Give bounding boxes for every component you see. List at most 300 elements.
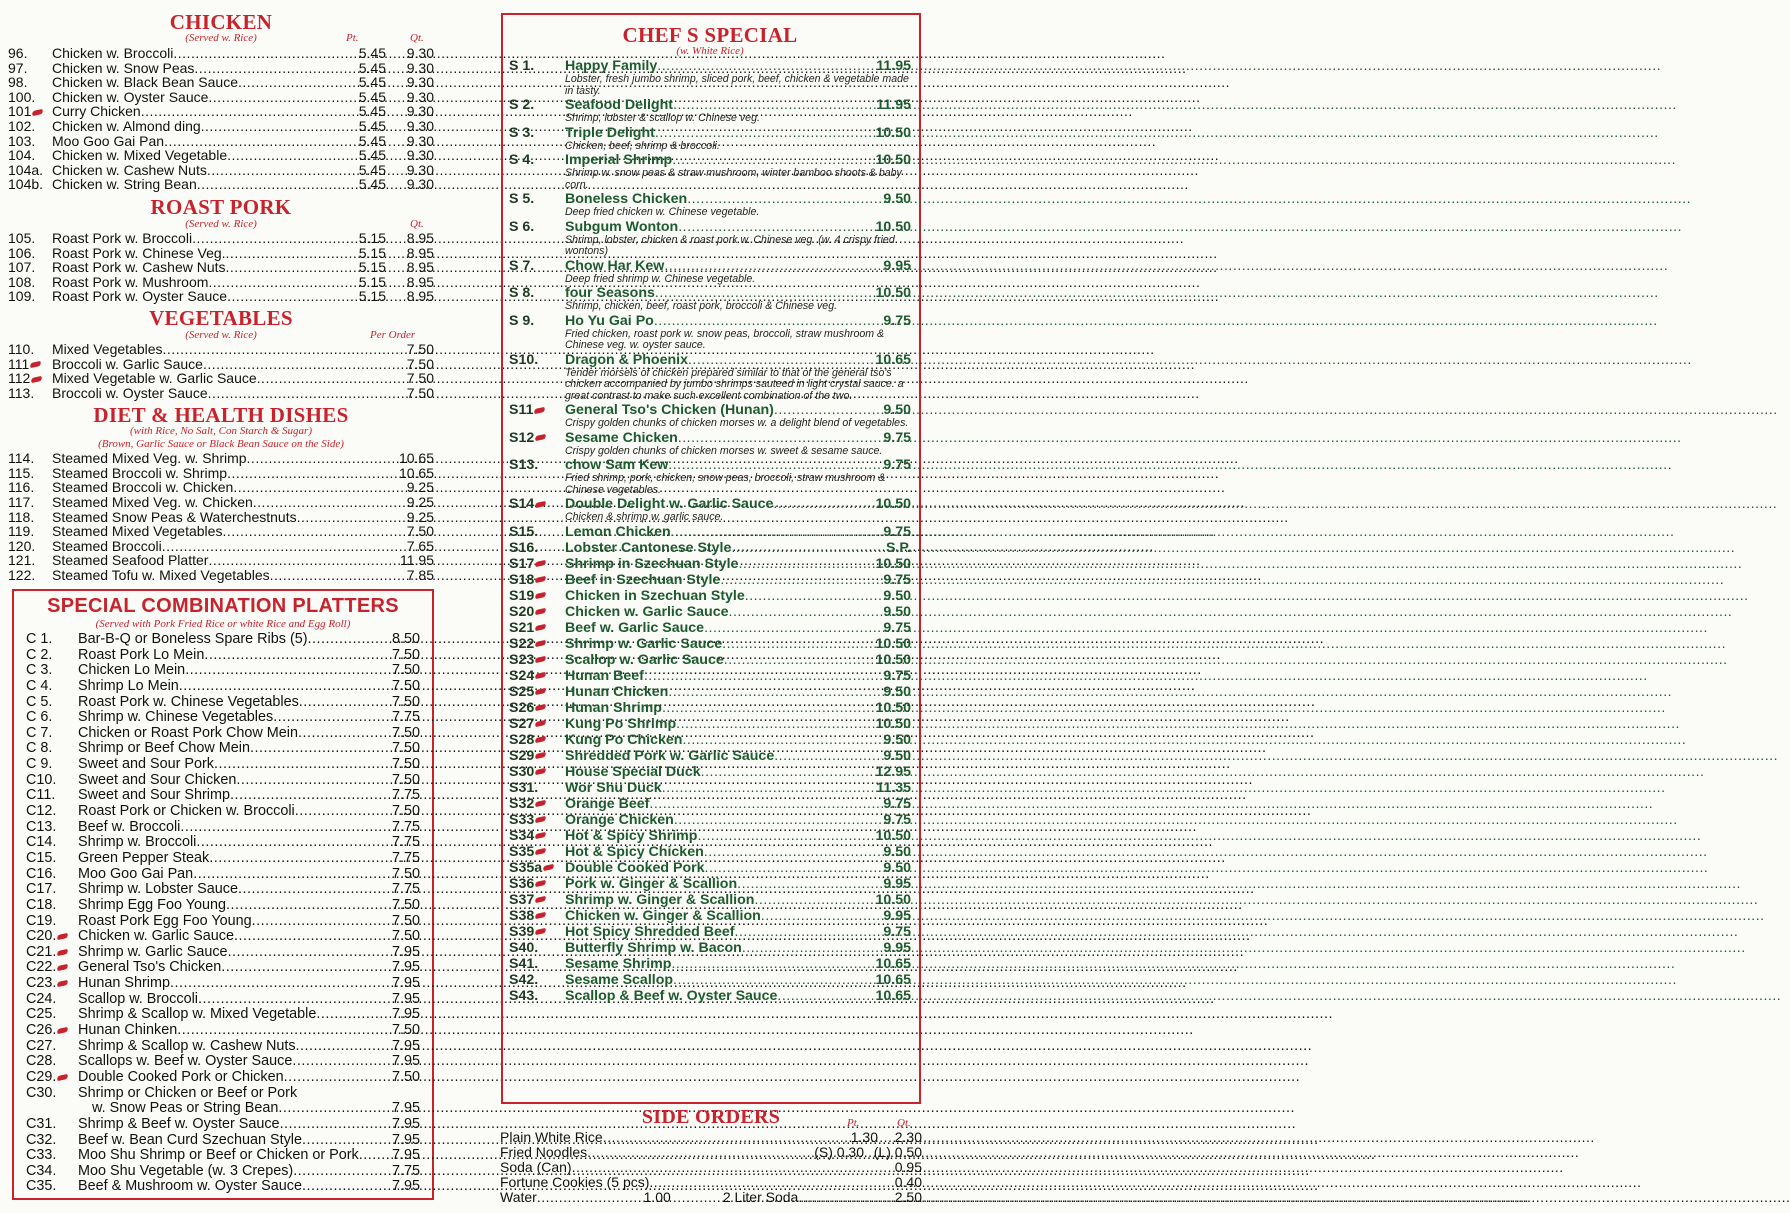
menu-item [26, 1070, 420, 1086]
item-description: Deep fried chicken w. Chinese vegetable. [565, 206, 760, 218]
item-number: C 8. [26, 740, 53, 757]
menu-item [26, 1117, 420, 1133]
item-name: Roast Pork w. Mushroom [52, 273, 209, 290]
item-price: 7.50 [391, 1068, 420, 1085]
pork-title: ROAST PORK [150, 194, 292, 219]
hot-pepper-icon [535, 640, 547, 647]
item-number: 97. [8, 59, 28, 76]
item-price: 10.50 [875, 891, 911, 908]
item-price: 10.50 [875, 699, 911, 716]
item-number: S11 [509, 402, 565, 418]
item-name: Broccoli w. Garlic Sauce [52, 355, 203, 372]
item-price: 7.65 [406, 537, 434, 554]
item-name: Chicken w. Almond ding [52, 117, 201, 134]
item-number: 114. [8, 450, 35, 467]
item-price: 7.75 [391, 1162, 420, 1179]
item-name: Subgum Wonton [565, 218, 679, 235]
side-pt-header: Pt. [847, 1117, 860, 1129]
item-number: 104a. [8, 161, 44, 178]
item-price: 10.50 [875, 285, 911, 301]
item-number: 102. [8, 117, 36, 134]
item-price: 10.50 [875, 555, 911, 572]
item-price: 7.50 [391, 896, 420, 913]
menu-item [8, 357, 434, 372]
item-price: 7.95 [391, 1115, 420, 1132]
item-number: S27 [509, 716, 565, 732]
chef-item [509, 219, 911, 235]
item-price: 10.65 [398, 450, 434, 467]
item-name: Hot & Spicy Chicken [565, 843, 704, 860]
item-number: S25 [509, 684, 565, 700]
item-name: Roast Pork Egg Foo Young [78, 912, 252, 929]
menu-item [26, 929, 420, 945]
item-price: 9.75 [883, 795, 911, 812]
item-name: Broccoli w. Oyster Sauce [52, 384, 208, 401]
hot-pepper-icon [535, 752, 547, 759]
item-number: S21 [509, 620, 565, 636]
side-orders [500, 1106, 922, 1205]
item-name: Scallop w. Broccoli [78, 990, 198, 1007]
item-name: Moo Goo Gai Pan [52, 132, 165, 149]
item-price: 7.50 [406, 384, 434, 401]
menu-item [26, 804, 420, 820]
item-name: Steamed Broccoli [52, 537, 162, 554]
veg-served: (Served w. Rice) [185, 328, 257, 341]
veg-title: VEGETABLES [149, 305, 293, 330]
chef-item [509, 700, 911, 716]
item-name: Double Delight w. Garlic Sauce [565, 496, 774, 512]
item-number: S31. [509, 779, 539, 796]
item-number: C 1. [26, 631, 53, 647]
chef-item [509, 988, 911, 1004]
item-number: 113. [8, 384, 35, 401]
item-name: Hot & Spicy Shrimp [565, 827, 698, 844]
chef-item [509, 892, 911, 908]
item-price-qt: 9.30 [406, 161, 434, 178]
item-price: 7.75 [391, 787, 420, 804]
item-price-qt: 9.30 [406, 74, 434, 91]
item-number: S17 [509, 556, 565, 572]
item-number: 103. [8, 132, 36, 149]
item-price: 9.50 [883, 191, 911, 207]
item-price: 9.75 [883, 619, 911, 636]
item-number: C34. [26, 1162, 57, 1179]
hot-pepper-icon [535, 848, 547, 855]
item-number: S 5. [509, 191, 535, 207]
item-name: Chicken w. Garlic Sauce [565, 603, 729, 620]
menu-item [26, 882, 420, 898]
chicken-title: CHICKEN [169, 10, 273, 34]
menu-item [26, 648, 420, 664]
menu-item [8, 466, 434, 481]
item-price: 7.95 [391, 1131, 420, 1148]
item-price: 10.50 [875, 635, 911, 652]
menu-item [8, 524, 434, 539]
item-price: 9.50 [883, 587, 911, 604]
item-name: Shrimp & Scallop w. Cashew Nuts [78, 1037, 296, 1054]
item-price: 9.75 [883, 667, 911, 684]
menu-item [8, 61, 434, 76]
menu-item [8, 177, 434, 192]
item-price: 7.95 [391, 943, 420, 960]
item-name: Beef in Szechuan Style [565, 571, 721, 588]
item-price-pt: 5.45 [358, 88, 386, 105]
menu-item [26, 1039, 420, 1055]
item-number: S 6. [509, 218, 535, 235]
item-number: 121. [8, 552, 36, 569]
item-name: Hunan Chicken [565, 683, 669, 700]
item-number: S 3. [509, 124, 535, 141]
item-price-qt: 8.95 [406, 244, 434, 261]
item-number: C20. [26, 929, 78, 945]
menu-item [8, 480, 434, 495]
hot-pepper-icon [535, 896, 547, 903]
item-price: 7.95 [391, 1178, 420, 1195]
item-number: S 8. [509, 285, 535, 301]
chicken-served: (Served w. Rice) [185, 32, 257, 44]
item-name: Lemon Chicken [565, 523, 671, 540]
menu-item-cont [26, 1101, 420, 1117]
item-number: S10. [509, 351, 539, 368]
item-price: 12.95 [875, 763, 911, 780]
item-name: General Tso's Chicken [78, 959, 222, 976]
diet-list [8, 451, 434, 582]
item-price: 9.95 [883, 257, 911, 274]
menu-item [26, 679, 420, 695]
item-price-qt: 8.95 [406, 273, 434, 290]
item-number: C10. [26, 771, 57, 788]
chef-item [509, 972, 911, 988]
menu-item [8, 510, 434, 525]
item-price: 7.75 [391, 834, 420, 851]
item-name: Beef w. Garlic Sauce [565, 619, 705, 636]
item-price: 9.95 [883, 875, 911, 892]
chicken-list [8, 46, 434, 192]
item-description: Chicken, beef, shrimp & broccoli. [565, 139, 720, 152]
menu-item [26, 741, 420, 757]
item-number: C14. [26, 834, 57, 851]
item-number: C25. [26, 1006, 57, 1023]
item-price-qt: 9.30 [406, 59, 434, 76]
item-price: 9.50 [883, 603, 911, 620]
hot-pepper-icon [535, 608, 547, 615]
menu-item [26, 835, 420, 851]
item-number: S 7. [509, 257, 535, 274]
item-name: Steamed Mixed Veg. w. Shrimp [52, 450, 247, 467]
menu-item [8, 148, 434, 163]
chef-item [509, 352, 911, 368]
item-price: 9.50 [883, 683, 911, 700]
chef-item [509, 636, 911, 652]
item-name: Hunan Chinken [78, 1022, 178, 1039]
item-price: 7.95 [391, 1147, 420, 1164]
item-price: 10.50 [875, 715, 911, 732]
item-price-qt: 9.30 [406, 88, 434, 105]
item-name: Shrimp w. Broccoli [78, 834, 197, 851]
item-price: 10.65 [875, 351, 911, 368]
item-number: S35 [509, 844, 565, 860]
item-name: Steamed Tofu w. Mixed Vegetables [52, 567, 270, 584]
item-price: 9.50 [883, 843, 911, 860]
item-price: 10.50 [875, 827, 911, 844]
item-number: S35a [509, 860, 565, 876]
item-price: 9.75 [883, 923, 911, 940]
item-name: Shrimp or Chicken or Beef or Pork [78, 1084, 298, 1101]
side-item-cookies: Fortune Cookies (5 pcs) ..... 0.40 [500, 1175, 922, 1190]
menu-item [8, 119, 434, 134]
item-number: 105. [8, 229, 36, 246]
item-price: 7.75 [391, 709, 420, 726]
hot-pepper-icon [535, 736, 547, 743]
item-name: Shredded Pork w. Garlic Sauce [565, 747, 775, 764]
item-name: Scallop w. Garlic Sauce [565, 651, 724, 668]
menu-item [8, 104, 434, 119]
chef-item [509, 58, 911, 74]
item-number: C 4. [26, 677, 53, 694]
item-price: 9.50 [883, 402, 911, 418]
item-number: 111 [8, 357, 52, 372]
item-name: General Tso's Chicken (Hunan) [565, 402, 774, 418]
menu-item [8, 495, 434, 510]
item-name: Bar-B-Q or Boneless Spare Ribs (5) [78, 631, 308, 647]
item-price: 7.95 [391, 959, 420, 976]
menu-item [26, 1023, 420, 1039]
item-price-qt: 9.30 [406, 176, 434, 193]
item-number: 106. [8, 244, 36, 261]
menu-item [26, 788, 420, 804]
item-name: Sweet and Sour Shrimp [78, 787, 230, 804]
item-name: Shrimp Lo Mein [78, 677, 179, 694]
item-price-qt: 8.95 [406, 229, 434, 246]
menu-item [26, 1164, 420, 1180]
hot-pepper-icon [535, 912, 547, 919]
item-number: S38 [509, 908, 565, 924]
chef-item [509, 258, 911, 274]
chef-item [509, 844, 911, 860]
menu-item [26, 773, 420, 789]
item-description: Crispy golden chunks of chicken morses w. a delight blend of vegetables. [565, 417, 909, 429]
chef-item [509, 457, 911, 473]
pork-list [8, 231, 434, 304]
item-number: C11. [26, 787, 56, 804]
item-name: Shrimp & Beef w. Oyster Sauce [78, 1115, 280, 1132]
item-number: S15. [509, 523, 539, 540]
item-price: 7.50 [391, 740, 420, 757]
menu-item [8, 568, 434, 583]
item-price: 9.75 [883, 457, 911, 473]
menu-item [26, 945, 420, 961]
pork-served: (Served w. Rice) [185, 217, 257, 230]
item-number: S 4. [509, 152, 535, 168]
menu-item [26, 976, 420, 992]
item-name: Chicken w. Oyster Sauce [52, 88, 209, 105]
item-price: 7.95 [391, 990, 420, 1007]
item-price-qt: 9.30 [406, 117, 434, 134]
side-qt-header: Qt. [897, 1117, 911, 1129]
item-name: Hunan Shrimp [565, 699, 662, 716]
item-name: Chicken in Szechuan Style [565, 587, 745, 604]
item-number: 115. [8, 464, 35, 481]
item-name: Chicken w. Snow Peas [52, 59, 195, 76]
item-number: C26. [26, 1023, 78, 1039]
menu-item [8, 553, 434, 568]
item-number: C24. [26, 990, 57, 1007]
chef-item [509, 684, 911, 700]
item-number: C 7. [26, 724, 53, 741]
item-name: Chicken w. String Bean [52, 176, 197, 193]
menu-item [8, 75, 434, 90]
item-price: 9.50 [883, 859, 911, 876]
menu-item [26, 632, 420, 648]
item-name: Hot Spicy Shredded Beef [565, 923, 735, 940]
item-name: Moo Shu Vegetable (w. 3 Crepes) [78, 1162, 294, 1179]
item-price-pt: 5.45 [358, 45, 386, 61]
item-number: S14 [509, 496, 565, 512]
item-number: S 9. [509, 312, 535, 329]
item-name: Shrimp or Beef Chow Mein [78, 740, 250, 757]
hot-pepper-icon [32, 109, 44, 116]
item-name-2: w. Snow Peas or String Bean [92, 1100, 279, 1117]
menu-item [26, 1007, 420, 1023]
item-price: 7.50 [406, 340, 434, 357]
chef-item [509, 716, 911, 732]
hot-pepper-icon [535, 832, 547, 839]
item-name: Mixed Vegetables [52, 340, 163, 357]
item-number: C35. [26, 1178, 57, 1195]
item-price: 7.50 [391, 928, 420, 945]
item-price: 7.95 [391, 1053, 420, 1070]
side-title: SIDE ORDERS [641, 1106, 781, 1128]
item-name: Hunan Shrimp [78, 975, 170, 992]
item-number: S40. [509, 939, 539, 956]
chef-item [509, 604, 911, 620]
item-price: 9.50 [883, 731, 911, 748]
menu-item [26, 914, 420, 930]
item-name: Imperial Shrimp [565, 152, 673, 168]
menu-item [26, 1133, 420, 1149]
item-number: C18. [26, 896, 57, 913]
item-price-pt: 5.45 [358, 132, 386, 149]
menu-item [26, 663, 420, 679]
item-number: S28 [509, 732, 565, 748]
item-name: Shrimp in Szechuan Style [565, 555, 739, 572]
item-number: S12 [509, 430, 565, 446]
item-price: 9.75 [883, 811, 911, 828]
item-name: Chicken w. Ginger & Scallion [565, 907, 761, 924]
item-name: Sweet and Sour Pork [78, 756, 214, 773]
item-number: S37 [509, 892, 565, 908]
hot-pepper-icon [57, 933, 69, 940]
item-name: Roast Pork w. Broccoli [52, 229, 193, 246]
menu-item [8, 342, 434, 357]
item-name: Wor Shu Duck [565, 779, 662, 796]
chef-item [509, 796, 911, 812]
chef-item [509, 152, 911, 168]
item-number: 122. [8, 567, 36, 584]
item-price: 10.50 [875, 218, 911, 235]
item-price-qt: 8.95 [406, 259, 434, 276]
item-number: C27. [26, 1037, 57, 1054]
item-name: Shrimp w. Garlic Sauce [78, 943, 228, 960]
item-number: C33. [26, 1147, 57, 1164]
item-description: Shrimp, lobster, chicken & roast pork w. Chinese veg. (w. 4 crispy fried wontons) [565, 233, 895, 257]
item-price-pt: 5.45 [358, 117, 386, 134]
item-number: S 2. [509, 97, 535, 113]
menu-item [8, 90, 434, 105]
item-name: Green Pepper Steak [78, 849, 210, 866]
item-number: 109. [8, 288, 36, 305]
hot-pepper-icon [57, 1074, 69, 1081]
item-price-pt: 5.15 [358, 244, 386, 261]
hot-pepper-icon [535, 688, 547, 695]
item-number: S19 [509, 588, 565, 604]
item-number: C 2. [26, 646, 53, 663]
item-name: Pork w. Ginger & Scallion [565, 875, 738, 892]
item-name: Kung Po Shrimp [565, 715, 677, 732]
item-number: S23 [509, 652, 565, 668]
item-number: C22. [26, 960, 78, 976]
item-price: 7.50 [391, 646, 420, 663]
item-number: 104b. [8, 176, 44, 193]
item-name: Steamed Broccoli w. Shrimp [52, 464, 228, 481]
item-name: four Seasons [565, 285, 655, 301]
item-description: Shrimp w. snow peas & straw mushroom, winter bamboo shoots & baby corn. [565, 167, 902, 191]
hot-pepper-icon [535, 800, 547, 807]
item-number: 98. [8, 74, 28, 91]
menu-item [26, 1086, 420, 1102]
item-description: Shrimp, lobster & scallop w. Chinese veg. [565, 112, 760, 124]
chef-item [509, 860, 911, 876]
hot-pepper-icon [534, 407, 546, 414]
item-price: 11.95 [876, 97, 911, 113]
item-name: Chow Har Kew [565, 257, 665, 274]
hot-pepper-icon [57, 1027, 69, 1034]
item-number: 120. [8, 537, 36, 554]
item-name: Chicken w. Cashew Nuts [52, 161, 207, 178]
item-number: 110. [8, 340, 35, 357]
item-number: S29 [509, 748, 565, 764]
item-name: Hunan Beef [565, 667, 644, 684]
item-name: Boneless Chicken [565, 191, 688, 207]
item-number: C 3. [26, 662, 53, 679]
item-number: S20 [509, 604, 565, 620]
menu-item [26, 726, 420, 742]
chef-item [509, 780, 911, 796]
item-number: C23. [26, 976, 78, 992]
item-price: 7.50 [391, 771, 420, 788]
menu-item [8, 46, 434, 61]
item-name: Steamed Seafood Platter [52, 552, 209, 569]
item-name: Butterfly Shrimp w. Bacon [565, 939, 742, 956]
item-number: C 6. [26, 709, 53, 726]
item-name: Shrimp w. Ginger & Scallion [565, 891, 755, 908]
item-number: 104. [8, 147, 36, 164]
item-description: Fried chicken, roast pork w. snow peas, broccoli, straw mushroom & Chinese veg. w. oyster sauce. [565, 327, 885, 351]
item-description: Crispy golden chunks of chicken morses w. sweet & sesame sauce. [565, 444, 883, 457]
chef-served: (w. White Rice) [676, 45, 744, 57]
item-number: 100. [8, 88, 36, 105]
item-number: S 1. [509, 58, 535, 74]
menu-item [26, 710, 420, 726]
hot-pepper-icon [57, 980, 69, 987]
hot-pepper-icon [543, 864, 555, 871]
chef-item [509, 588, 911, 604]
side-item-rice: Plain White Rice ..... 1.30 2.30 [500, 1130, 922, 1145]
item-number: S39 [509, 924, 565, 940]
chef-item [509, 572, 911, 588]
hot-pepper-icon [535, 576, 547, 583]
combo-box [12, 589, 434, 1200]
